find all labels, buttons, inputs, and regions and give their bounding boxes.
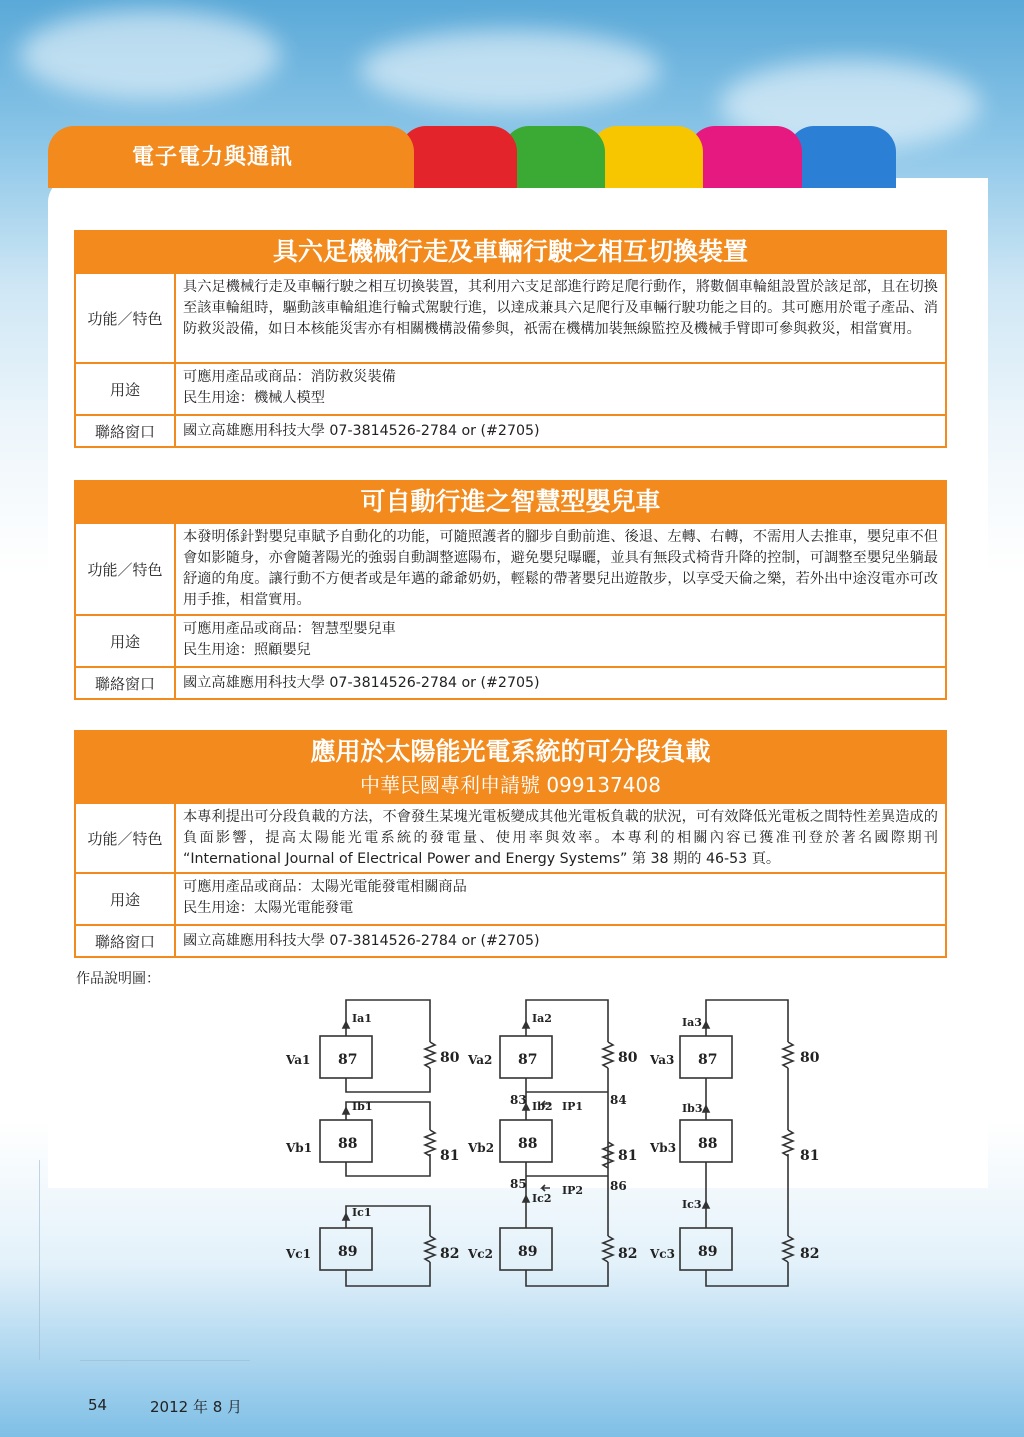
source-label: Va1 (286, 1053, 311, 1067)
patent-block (74, 230, 947, 448)
contact-text: 國立高雄應用科技大學 07-3814526-2784 or (#2705) (183, 675, 540, 691)
feature-label: 功能／特色 (76, 274, 176, 362)
tab-red[interactable] (400, 126, 516, 188)
load-label: 82 (440, 1246, 460, 1262)
module-label: 87 (698, 1052, 718, 1068)
issue-date: 2012 年 8 月 (150, 1398, 243, 1416)
contact-row (76, 414, 945, 446)
module-label: 88 (338, 1136, 358, 1152)
module-label: 88 (698, 1136, 718, 1152)
usage-text (176, 616, 945, 666)
patent-header (76, 732, 945, 802)
usage-product: 可應用產品或商品：消防救災裝備 (183, 369, 396, 385)
node-label: 85 (510, 1177, 527, 1191)
usage-label: 用途 (76, 874, 176, 924)
cloud-decoration (20, 10, 280, 100)
load-label: 81 (800, 1148, 820, 1164)
source-label: Vb2 (468, 1141, 495, 1155)
feature-text: 本專利提出可分段負載的方法，不會發生某塊光電板變成其他光電板負載的狀況，可有效降低光電板之間特性差異造成的負面影響，提高太陽能光電系統的發電量、使用率與效率。本專利的相關內容已獲准刊登於著名國際期刊 “International Journal of Electrical Power and Energy Systems” 第 38 期的 46-53 頁。 (183, 809, 938, 867)
feature-label: 功能／特色 (76, 804, 176, 872)
source-label: Vb3 (650, 1141, 677, 1155)
patent-header (76, 232, 945, 272)
source-label: Vb1 (286, 1141, 313, 1155)
load-label: 80 (618, 1050, 638, 1066)
usage-row (76, 614, 945, 666)
contact-text: 國立高雄應用科技大學 07-3814526-2784 or (#2705) (183, 933, 540, 949)
usage-product: 可應用產品或商品：太陽光電能發電相關商品 (183, 879, 467, 895)
tab-green[interactable] (503, 126, 605, 188)
current-label: Ia2 (532, 1012, 552, 1025)
patent-application-number: 中華民國專利申請號 099137408 (360, 773, 661, 797)
current-label: Ia1 (352, 1012, 372, 1025)
usage-text (176, 364, 945, 414)
feature-label: 功能／特色 (76, 524, 176, 614)
node-label: 86 (610, 1179, 627, 1193)
bypass-current-label: IP2 (562, 1184, 584, 1197)
circuit-b (467, 1000, 638, 1286)
current-label: Ib3 (682, 1102, 703, 1115)
patent-header (76, 482, 945, 522)
usage-label: 用途 (76, 616, 176, 666)
source-label: Vc3 (650, 1247, 675, 1261)
current-label: Ib1 (352, 1100, 373, 1113)
source-label: Vc2 (468, 1247, 493, 1261)
contact-label: 聯絡窗口 (76, 668, 176, 698)
patent-title: 具六足機械行走及車輛行駛之相互切換裝置 (272, 237, 748, 266)
ruler-decoration (80, 1360, 250, 1388)
usage-row (76, 872, 945, 924)
cloud-decoration (360, 30, 660, 110)
usage-text (176, 874, 945, 924)
module-label: 87 (518, 1052, 538, 1068)
circuit-a (285, 1000, 460, 1286)
tab-blue[interactable] (788, 126, 896, 188)
current-label: Ic2 (532, 1192, 552, 1205)
section-tabs (48, 126, 896, 188)
feature-row (76, 802, 945, 872)
load-label: 80 (440, 1050, 460, 1066)
ruler-decoration (0, 1160, 40, 1360)
patent-title: 應用於太陽能光電系統的可分段負載 (310, 737, 711, 766)
load-label: 81 (618, 1148, 638, 1164)
current-label: Ic1 (352, 1206, 372, 1219)
tab-pink[interactable] (689, 126, 801, 188)
current-label: Ib2 (532, 1100, 553, 1113)
module-label: 89 (698, 1244, 718, 1260)
usage-product: 可應用產品或商品：智慧型嬰兒車 (183, 621, 396, 637)
source-label: Vc1 (286, 1247, 311, 1261)
contact-label: 聯絡窗口 (76, 416, 176, 446)
contact-label: 聯絡窗口 (76, 926, 176, 956)
current-label: Ia3 (682, 1016, 702, 1029)
node-label: 83 (510, 1093, 527, 1107)
bypass-current-label: IP1 (562, 1100, 584, 1113)
contact-row (76, 666, 945, 698)
patent-block (74, 730, 947, 958)
circuit-c (649, 1000, 820, 1286)
node-label: 84 (610, 1093, 627, 1107)
source-label: Va2 (468, 1053, 493, 1067)
page-number: 54 (88, 1396, 108, 1414)
tab-yellow[interactable] (591, 126, 703, 188)
module-label: 89 (518, 1244, 538, 1260)
usage-civil: 民生用途：照顧嬰兒 (183, 642, 311, 658)
load-label: 81 (440, 1148, 460, 1164)
patent-title: 可自動行進之智慧型嬰兒車 (360, 487, 661, 516)
load-label: 80 (800, 1050, 820, 1066)
feature-text: 本發明係針對嬰兒車賦予自動化的功能，可隨照護者的腳步自動前進、後退、左轉、右轉，不需用人去推車，嬰兒車不但會如影隨身，亦會隨著陽光的強弱自動調整遮陽布，避免嬰兒曝曬，並具有無段式椅背升降的控制，可調整至嬰兒坐躺最舒適的角度。讓行動不方便者或是年邁的爺爺奶奶，輕鬆的帶著嬰兒出遊散步，以享受天倫之樂，若外出中途沒電亦可改用手推，相當實用。 (183, 529, 938, 608)
circuit-diagram (282, 992, 842, 1292)
load-label: 82 (800, 1246, 820, 1262)
feature-row (76, 272, 945, 362)
usage-label: 用途 (76, 364, 176, 414)
tab-electronics[interactable] (48, 126, 414, 188)
load-label: 82 (618, 1246, 638, 1262)
usage-civil: 民生用途：機械人模型 (183, 390, 325, 406)
feature-text: 具六足機械行走及車輛行駛之相互切換裝置，其利用六支足部進行跨足爬行動作，將數個車輪組設置於該足部，且在切換至該車輪組時，驅動該車輪組進行輪式駕駛行進，以達成兼具六足爬行及車輛行駛功能之目的。其可應用於電子產品、消防救災設備，如日本核能災害亦有相關機構設備參與，祇需在機構加裝無線監控及機械手臂即可參與救災，相當實用。 (183, 279, 938, 337)
module-label: 88 (518, 1136, 538, 1152)
module-label: 89 (338, 1244, 358, 1260)
usage-civil: 民生用途：太陽光電能發電 (183, 900, 354, 916)
source-label: Va3 (650, 1053, 675, 1067)
contact-text: 國立高雄應用科技大學 07-3814526-2784 or (#2705) (183, 423, 540, 439)
figure-caption: 作品說明圖： (76, 971, 160, 987)
usage-row (76, 362, 945, 414)
current-label: Ic3 (682, 1198, 702, 1211)
patent-block (74, 480, 947, 700)
feature-row (76, 522, 945, 614)
section-title: 電子電力與通訊 (132, 145, 294, 170)
module-label: 87 (338, 1052, 358, 1068)
contact-row (76, 924, 945, 956)
